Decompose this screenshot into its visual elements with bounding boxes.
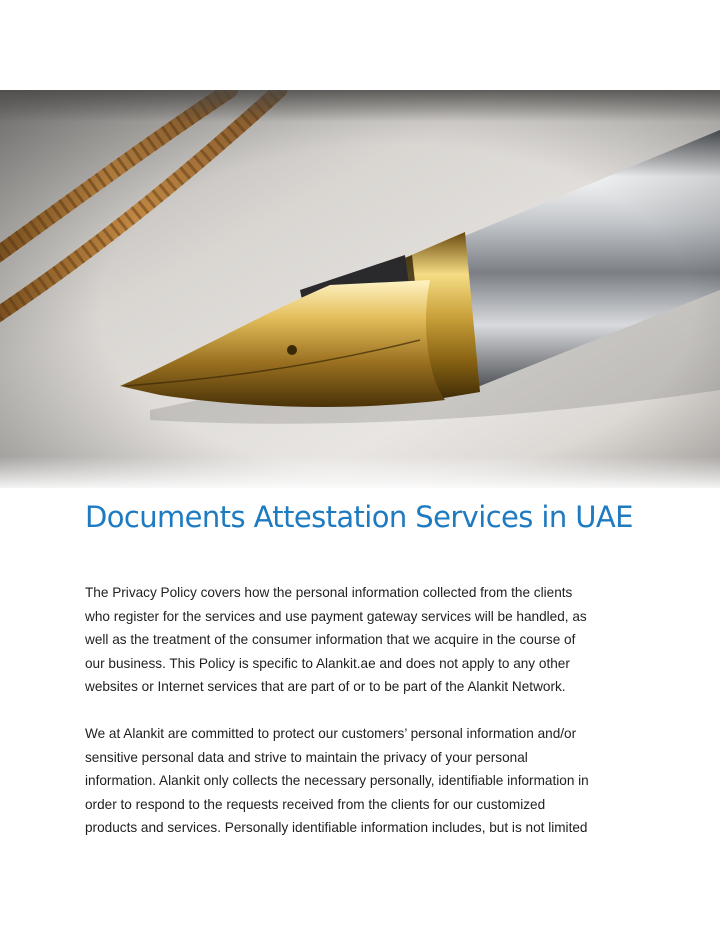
fountain-pen-photo-icon	[0, 90, 720, 488]
text-line: information. Alankit only collects the necessary personally, identifiable information in	[85, 773, 589, 788]
page-title: Documents Attestation Services in UAE	[85, 500, 633, 534]
text-line: order to respond to the requests received from the clients for our customized	[85, 796, 546, 812]
text-line: websites or Internet services that are part of or to be part of the Alankit Network.	[85, 679, 566, 694]
paragraph-commitment	[85, 722, 645, 840]
text-line: We at Alankit are committed to protect our customers’ personal information and/or	[85, 726, 577, 741]
text-line: who register for the services and use payment gateway services will be handled, as	[85, 608, 587, 624]
text-line: The Privacy Policy covers how the personal information collected from the clients	[85, 585, 573, 600]
text-line: products and services. Personally identifiable information includes, but is not limited	[85, 820, 588, 835]
text-line: our business. This Policy is specific to Alankit.ae and does not apply to any other	[85, 655, 570, 671]
text-line: well as the treatment of the consumer information that we acquire in the course of	[85, 632, 576, 647]
paragraph-privacy-policy	[85, 581, 645, 699]
text-line: sensitive personal data and strive to maintain the privacy of your personal	[85, 749, 528, 765]
hero-image	[0, 90, 720, 488]
